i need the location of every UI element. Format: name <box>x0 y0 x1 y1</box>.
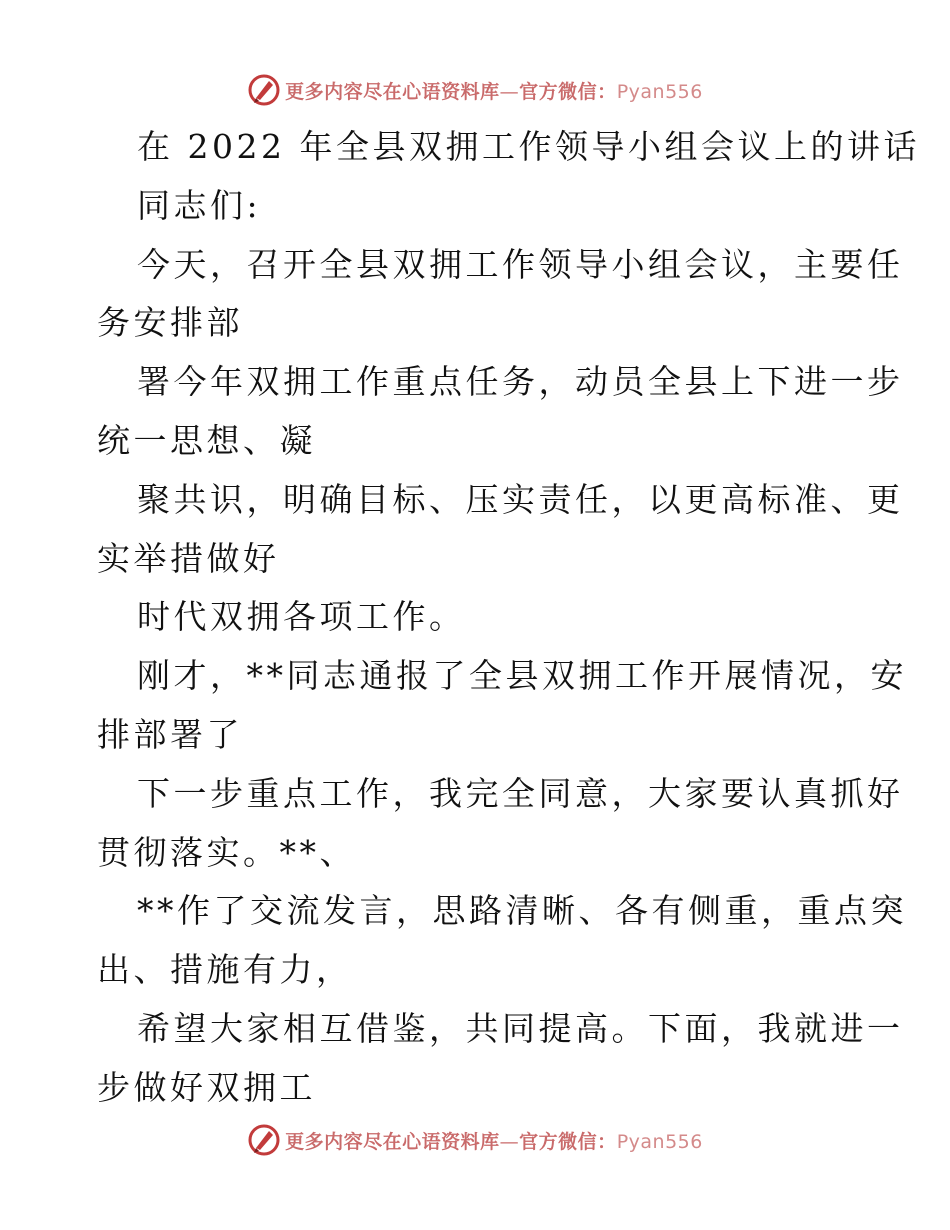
footer-banner <box>0 1120 950 1160</box>
text-line: 时代双拥各项工作。 <box>137 597 466 637</box>
text-line: 下一步重点工作，我完全同意，大家要认真抓好 <box>137 773 904 813</box>
banner-main: 更多内容尽在心语资料库 <box>285 80 500 103</box>
logo-icon <box>247 1123 281 1157</box>
text-line: 贯彻落实。**、 <box>97 832 356 872</box>
text-line: 刚才，**同志通报了全县双拥工作开展情况，安 <box>137 656 907 696</box>
document-body <box>97 118 920 1118</box>
text-line: 署今年双拥工作重点任务，动员全县上下进一步 <box>137 362 904 402</box>
text-line: 步做好双拥工 <box>97 1067 316 1107</box>
banner-main: 更多内容尽在心语资料库 <box>285 1130 500 1153</box>
text-line: 聚共识，明确目标、压实责任，以更高标准、更 <box>137 479 904 519</box>
banner-dash: — <box>499 80 520 103</box>
logo-icon <box>247 73 281 107</box>
banner-dash: — <box>499 1130 520 1153</box>
banner-wechat-label: 官方微信： <box>519 1130 617 1153</box>
text-line: 今天，召开全县双拥工作领导小组会议，主要任 <box>137 244 904 284</box>
text-line: 务安排部 <box>97 303 243 343</box>
banner-wechat-id: Pyan556 <box>616 80 703 103</box>
text-line: 同志们: <box>137 185 262 225</box>
banner-wechat-id: Pyan556 <box>616 1130 703 1153</box>
banner-text <box>285 1127 703 1154</box>
text-line: 实举措做好 <box>97 538 280 578</box>
banner-text <box>285 77 703 104</box>
text-line: 希望大家相互借鉴，共同提高。下面，我就进一 <box>137 1008 904 1048</box>
document-title: 在 2022 年全县双拥工作领导小组会议上的讲话 <box>137 127 920 166</box>
banner-wechat-label: 官方微信： <box>519 80 617 103</box>
text-line: 出、措施有力， <box>97 950 353 990</box>
text-line: **作了交流发言，思路清晰、各有侧重，重点突 <box>137 891 907 931</box>
text-line: 排部署了 <box>97 714 243 754</box>
text-line: 统一思想、凝 <box>97 420 316 460</box>
header-banner <box>0 70 950 110</box>
